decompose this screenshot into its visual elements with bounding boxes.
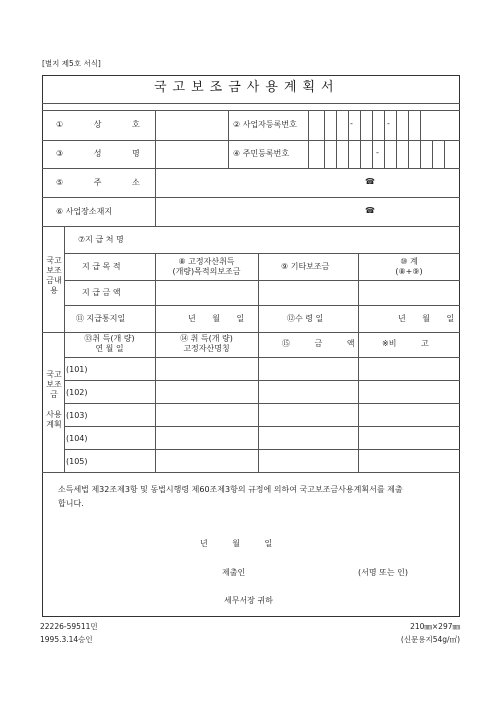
- rule: [155, 305, 156, 332]
- header-acquisition-date: ⑬취 득(개 량) 연 월 일: [84, 334, 135, 353]
- section-side-label: 국고 보조 금내 용: [46, 256, 62, 295]
- notice-date-ymd: 년 월 일: [188, 314, 245, 323]
- label-business-number: ② 사업자등록번호: [233, 120, 297, 129]
- rule: [42, 103, 460, 104]
- table-row-number: (104): [66, 434, 88, 443]
- phone-icon: ☎: [365, 206, 375, 215]
- form-number: [별지 제5호 서식]: [42, 59, 101, 68]
- rule: [42, 168, 460, 169]
- section-side-label: 국고 보조 금 사용 계획: [46, 370, 62, 429]
- header-fixed-asset-subsidy: ⑧ 고정자산취득 (개량)목적의보조금: [172, 257, 241, 276]
- header-asset-name: ⑭ 취 득(개 량) 고정자산명칭: [180, 334, 233, 353]
- approval-date: 1995.3.14승인: [40, 635, 93, 644]
- table-row-number: (102): [66, 388, 88, 397]
- rule: [348, 110, 349, 140]
- label-payer-name: ⑦지 급 처 명: [78, 235, 124, 244]
- statement-text: 소득세법 제32조제3항 및 동법시행령 제60조제3항의 규정에 의하여 국고보조금사용계획서를 제출: [58, 485, 403, 494]
- rule: [42, 472, 460, 473]
- rule: [64, 449, 460, 450]
- label-notice-date: ⑪ 지급통지일: [76, 314, 126, 323]
- rule: [360, 110, 361, 140]
- rule: [42, 110, 460, 111]
- rule: [324, 110, 325, 140]
- recipient-label: 세무서장 귀하: [224, 596, 273, 605]
- rule: [348, 140, 349, 168]
- rule: [155, 110, 156, 226]
- rule: [372, 110, 373, 140]
- rule: [64, 426, 460, 427]
- paper-type: (신문용지54g/㎡): [400, 635, 460, 644]
- table-row-number: (105): [66, 457, 88, 466]
- rule: [408, 140, 409, 168]
- label-company-name: ① 상 호: [56, 120, 140, 129]
- statement-date: 년 월 일: [200, 539, 273, 548]
- rule: [420, 140, 421, 168]
- rule: [358, 280, 359, 305]
- rule: [64, 403, 460, 404]
- rule: [384, 140, 385, 168]
- rule: [324, 140, 325, 168]
- rule: [336, 140, 337, 168]
- rule: [228, 110, 229, 168]
- label-business-location: ⑥ 사업장소재지: [56, 207, 113, 216]
- rule: [360, 140, 361, 168]
- table-row-number: (103): [66, 411, 88, 420]
- rule: [420, 110, 421, 140]
- rule: [42, 226, 460, 227]
- resident-number-dash: -: [376, 148, 379, 157]
- page-title: 국고보조금사용계획서: [154, 80, 340, 95]
- submitter-label: 제출인: [222, 568, 246, 577]
- label-address: ⑤ 주 소: [56, 178, 140, 187]
- header-total: ⑩ 계 (⑧+⑨): [395, 257, 423, 276]
- rule: [358, 305, 359, 332]
- rule: [432, 140, 433, 168]
- rule: [408, 110, 409, 140]
- rule: [258, 280, 259, 305]
- rule: [372, 140, 373, 168]
- rule: [155, 280, 156, 305]
- rule: [42, 332, 460, 333]
- rule: [64, 305, 460, 306]
- signature-label: (서명 또는 인): [358, 568, 408, 577]
- receipt-date-ymd: 년 월 일: [398, 314, 455, 323]
- rule: [64, 380, 460, 381]
- label-receipt-date: ⑫수 령 일: [287, 314, 324, 323]
- rule: [258, 332, 259, 472]
- label-resident-number: ④ 주민등록번호: [233, 149, 290, 158]
- rule: [258, 305, 259, 332]
- phone-icon: ☎: [365, 177, 375, 186]
- rule: [42, 197, 460, 198]
- rule: [42, 140, 460, 141]
- rule: [358, 332, 359, 472]
- label-payment-amount: 지 급 금 액: [82, 288, 121, 297]
- rule: [308, 110, 309, 168]
- paper-size: 210㎜×297㎜: [410, 622, 460, 631]
- rule: [384, 110, 385, 140]
- form-code: 22226-59511민: [40, 622, 98, 631]
- header-remarks: ※비 고: [382, 339, 429, 348]
- rule: [444, 140, 445, 168]
- rule: [396, 110, 397, 140]
- rule: [258, 253, 259, 280]
- rule: [64, 280, 460, 281]
- table-row-number: (101): [66, 365, 88, 374]
- header-other-subsidy: ⑨ 기타보조금: [281, 262, 330, 271]
- business-number-dash-1: -: [350, 119, 353, 128]
- label-name: ③ 성 명: [56, 149, 140, 158]
- rule: [64, 357, 460, 358]
- header-amount: ⑮ 금 액: [282, 339, 355, 348]
- business-number-dash-2: -: [387, 119, 390, 128]
- rule: [336, 110, 337, 140]
- label-payment-purpose: 지 급 목 적: [82, 262, 121, 271]
- rule: [64, 253, 460, 254]
- statement-text-cont: 합니다.: [58, 499, 84, 508]
- rule: [396, 140, 397, 168]
